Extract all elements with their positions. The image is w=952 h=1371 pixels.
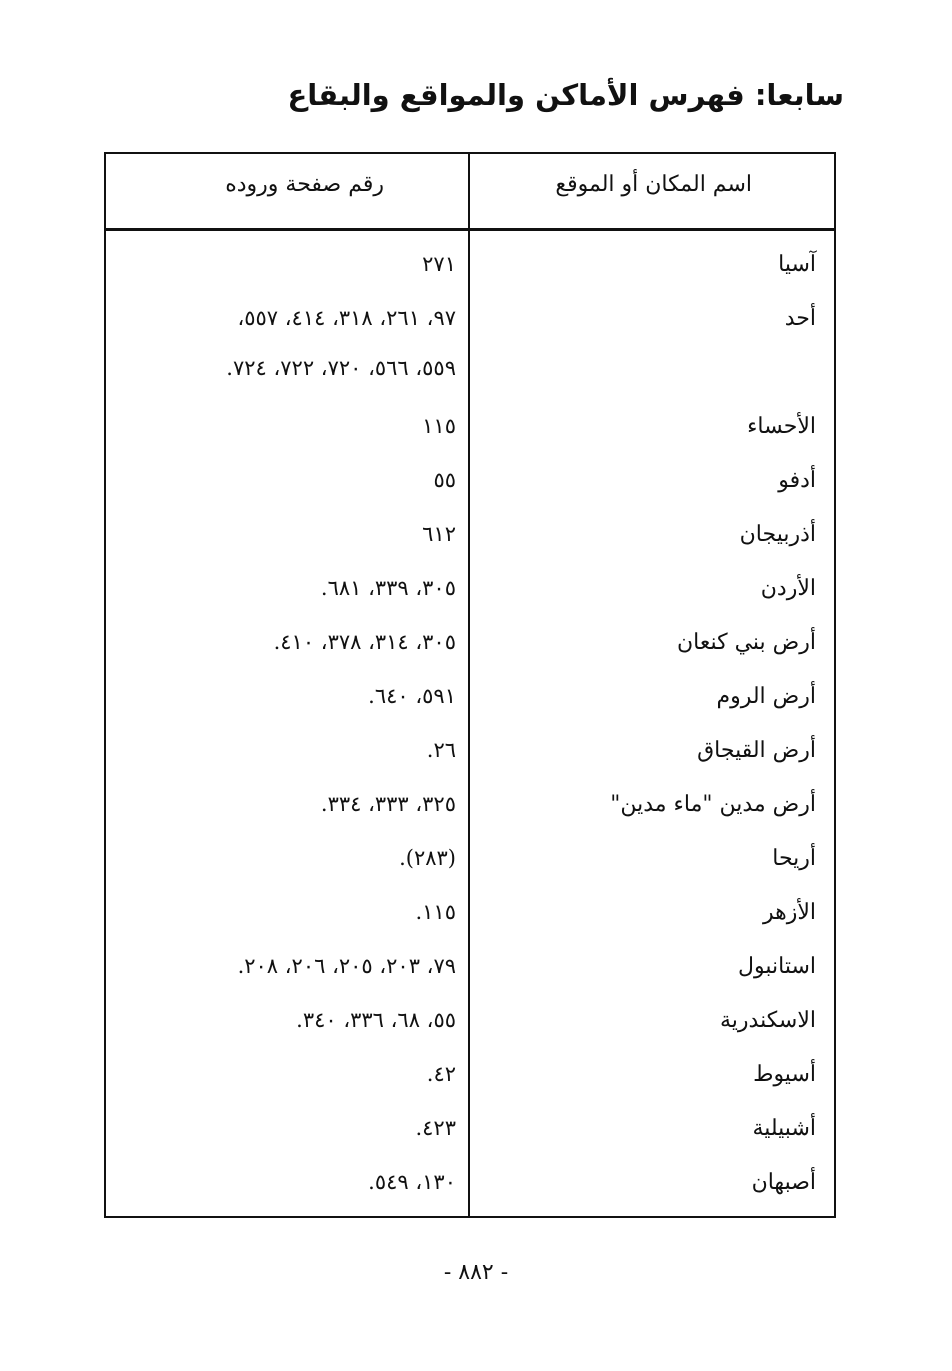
- table-row: [106, 356, 834, 396]
- page-numbers: (٢٨٣).: [399, 846, 456, 870]
- header-divider: [106, 228, 834, 231]
- table-row: [106, 576, 834, 616]
- page-numbers: ٤٢.: [426, 1062, 456, 1086]
- page-numbers: ٤٢٣.: [415, 1116, 456, 1140]
- page-numbers: ١٣٠، ٥٤٩.: [368, 1170, 456, 1194]
- table-row: [106, 522, 834, 562]
- table-row: [106, 468, 834, 508]
- page-numbers: ٧٩، ٢٠٣، ٢٠٥، ٢٠٦، ٢٠٨.: [237, 954, 456, 978]
- table-row: [106, 846, 834, 886]
- page-numbers: ٣٠٥، ٣١٤، ٣٧٨، ٤١٠.: [273, 630, 456, 654]
- page-numbers: ٣٢٥، ٣٣٣، ٣٣٤.: [320, 792, 456, 816]
- page-numbers: ٦١٢: [422, 522, 456, 546]
- place-name: الأردن: [760, 576, 816, 601]
- place-name: أدفو: [778, 468, 816, 493]
- place-name: أرض مدين "ماء مدين": [610, 792, 816, 817]
- place-name: آسيا: [778, 252, 816, 277]
- table-row: [106, 1062, 834, 1102]
- table-row: [106, 738, 834, 778]
- place-name: أسيوط: [753, 1062, 816, 1087]
- place-name: أريحا: [772, 846, 816, 871]
- table-row: [106, 684, 834, 724]
- page-numbers: ٥٥، ٦٨، ٣٣٦، ٣٤٠.: [296, 1008, 456, 1032]
- index-table: [104, 152, 836, 1218]
- table-row: [106, 252, 834, 292]
- page-numbers: ٣٠٥، ٣٣٩، ٦٨١.: [320, 576, 456, 600]
- place-name: الأحساء: [747, 414, 816, 439]
- header-page-numbers: رقم صفحة وروده: [225, 172, 384, 197]
- page-numbers: ٢٧١: [422, 252, 456, 276]
- place-name: أرض بني كنعان: [676, 630, 816, 655]
- page-numbers: ٢٦.: [426, 738, 456, 762]
- page-numbers: ٩٧، ٢٦١، ٣١٨، ٤١٤، ٥٥٧،: [237, 306, 456, 330]
- header-place-name: اسم المكان أو الموقع: [555, 172, 752, 197]
- table-row: [106, 792, 834, 832]
- place-name: أرض القيجاق: [697, 738, 816, 763]
- page-number: - ٨٨٢ -: [443, 1260, 509, 1285]
- table-row: [106, 900, 834, 940]
- page-heading: سابعا: فهرس الأماكن والمواقع والبقاع: [287, 78, 844, 112]
- place-name: أصبهان: [751, 1170, 816, 1195]
- table-row: [106, 306, 834, 346]
- place-name: أرض الروم: [716, 684, 816, 709]
- page-numbers: ٥٥٩، ٥٦٦، ٧٢٠، ٧٢٢، ٧٢٤.: [226, 356, 456, 380]
- table-row: [106, 1170, 834, 1210]
- table-row: [106, 954, 834, 994]
- place-name: الاسكندرية: [720, 1008, 816, 1033]
- page-numbers: ٥٥: [433, 468, 456, 492]
- place-name: استانبول: [738, 954, 816, 979]
- page-numbers: ١١٥.: [415, 900, 456, 924]
- table-row: [106, 1116, 834, 1156]
- page-numbers: ١١٥: [422, 414, 456, 438]
- place-name: الأزهر: [762, 900, 816, 925]
- place-name: أشبيلية: [752, 1116, 816, 1141]
- place-name: أحد: [784, 306, 816, 331]
- table-row: [106, 1008, 834, 1048]
- table-row: [106, 630, 834, 670]
- place-name: أذربيجان: [739, 522, 816, 547]
- table-row: [106, 414, 834, 454]
- page-numbers: ٥٩١، ٦٤٠.: [368, 684, 456, 708]
